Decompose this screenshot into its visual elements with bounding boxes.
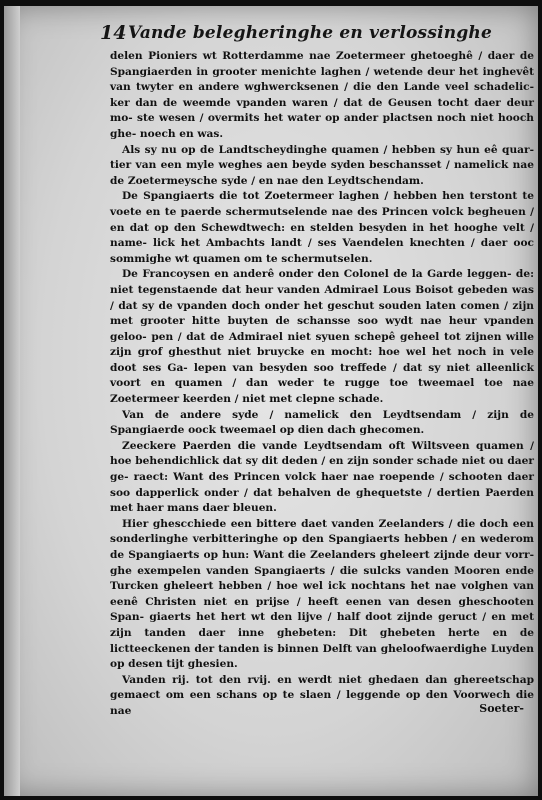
page-header [100, 22, 520, 48]
paragraph: Hier ghescchiede een bittere daet vanden Zeelanders / die doch een sonderlinghe verbitteringhe op den Spangiaerts hebben / en wederom de Spangiaerts op hun: Want die Zeelanders gheleert zijnde deur vorr- ghe exempelen vanden Spangiaerts / die sulcks vanden Mooren ende Turcken gheleert hebben / hoe wel ick nochtans het nae volghen van eenê Christen niet en prijse / heeft eenen van desen gheschooten Span- giaerts het hert wt den lijve / half doot zijnde geruct / en met zijn tanden daer inne ghebeten: Dit ghebeten herte en de lictteeckenen der tanden is binnen Delft van gheloofwaerdighe Luyden op desen tijt ghesien. [110, 517, 534, 671]
page-number: 14 [100, 22, 127, 44]
paragraph: Zeeckere Paerden die vande Leydtsendam oft Wiltsveen quamen / hoe behendichlick dat sy dit deden / en zijn sonder schade niet ou daer ge- raect: Want des Princen volck haer nae roepende / schooten daer soo dapperlick onder / dat behalven de ghequetste / dertien Paerden met haer mans daer bleuen. [110, 439, 534, 515]
book-page [4, 6, 538, 796]
paragraph: De Francoysen en anderê onder den Colonel de la Garde leggen- de: niet tegenstaende dat heur vanden Admirael Lous Boisot gebeden was / dat sy de vpanden doch onder het geschut souden laten comen / zijn met grooter hitte buyten de schansse soo wydt nae heur vpanden geloo- pen / dat de Admirael niet syuen schepê geheel tot zijnen wille zijn grof ghesthut niet bruycke en mocht: hoe wel het noch in vele doot ses Ga- lepen van besyden soo treffede / dat sy niet alleenlick voort en quamen / dan weder te rugge toe tweemael toe nae Zoetermeer keerden / niet met clepne schade. [110, 268, 534, 406]
paragraph: Als sy nu op de Landtscheydinghe quamen / hebben sy hun eê quar- tier van een myle weghes aen beyde syden beschansset / namelick nae de Zoetermeysche syde / en nae den Leydtschendam. [110, 143, 534, 187]
running-title: Vande belegheringhe en verlossinghe [128, 23, 492, 43]
page-gutter [4, 6, 20, 796]
body-text [110, 49, 534, 720]
catchword: Soeter- [479, 702, 524, 715]
paragraph: Van de andere syde / namelick den Leydtsendam / zijn de Spangiaerde oock tweemael op dien dach ghecomen. [110, 408, 534, 437]
paragraph: delen Pioniers wt Rotterdamme nae Zoetermeer ghetoeghê / daer de Spangiaerden in grooter menichte laghen / wetende deur het inghevêt van twyter en andere wghwercksenen / die den Lande veel schadelic- ker dan de weemde vpanden waren / dat de Geusen tocht daer deur mo- ste wesen / overmits het water op ander plactsen noch niet hooch ghe- noech en was. [110, 50, 534, 140]
paragraph: Vanden rij. tot den rvij. en werdt niet ghedaen dan ghereetschap gemaect om een schans op te slaen / leggende op den Voorwech die nae [110, 673, 534, 717]
paragraph: De Spangiaerts die tot Zoetermeer laghen / hebben hen terstont te voete en te paerde schermutselende nae des Princen volck begheuen / en dat op den Schewdtwech: en stelden besyden in het hooghe velt / name- lick het Ambachts landt / ses Vaendelen knechten / daer ooc sommighe wt quamen om te schermutselen. [110, 190, 534, 265]
